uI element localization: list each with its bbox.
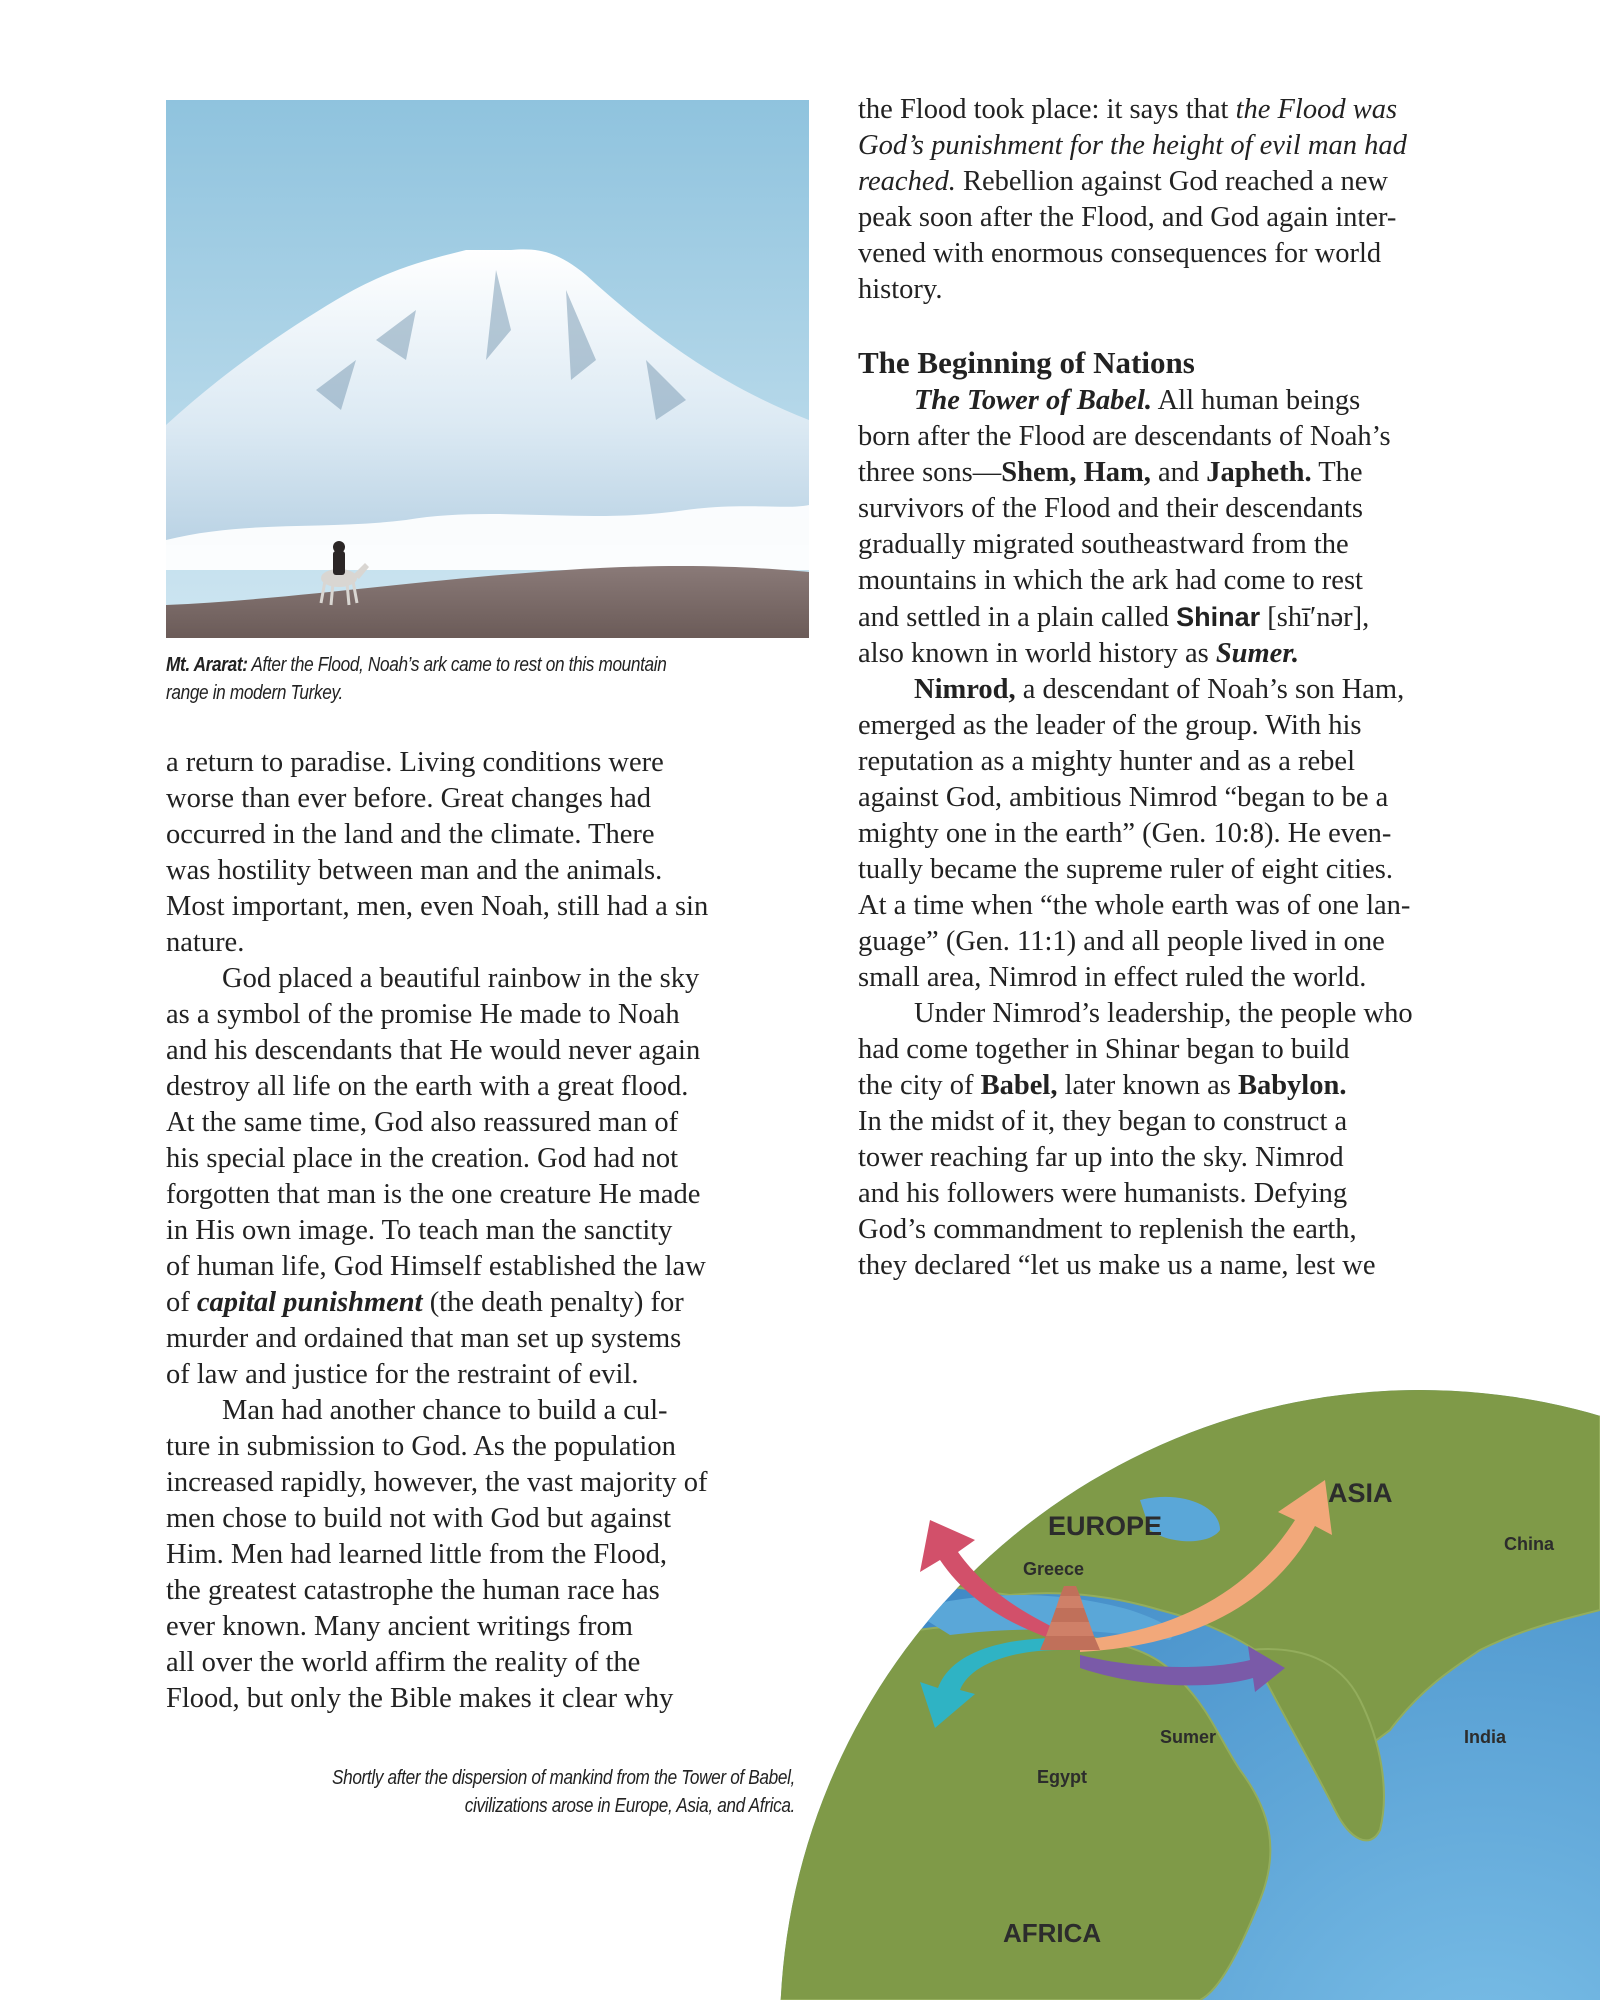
body-text-line: destroy all life on the earth with a great flood.	[166, 1071, 689, 1102]
flood-line1b: the Flood was	[1235, 94, 1398, 125]
right-column-top	[858, 92, 1508, 308]
capital-punishment-term: capital punishment	[196, 1287, 423, 1318]
body-text-line: nature.	[166, 927, 245, 958]
left-column	[166, 745, 806, 1717]
body-text-line: was hostility between man and the animals.	[166, 855, 663, 886]
flood-line1a: the Flood took place: it says that	[858, 94, 1236, 125]
tower-title: The Tower of Babel.	[914, 385, 1153, 416]
nimrod-text-line: At a time when “the whole earth was of one lan-	[858, 890, 1411, 921]
left-paragraph-1	[166, 745, 806, 961]
right-column-body	[858, 383, 1508, 1284]
babel-text-line: they declared “let us make us a name, lest we	[858, 1250, 1376, 1281]
nimrod-text-line: reputation as a mighty hunter and as a rebel	[858, 746, 1355, 777]
body-text-line: in His own image. To teach man the sanctity	[166, 1215, 673, 1246]
capital-punishment-suffix: (the death penalty) for	[422, 1287, 684, 1318]
babel-line2: had come together in Shinar began to build	[858, 1034, 1350, 1065]
map-caption-line1: Shortly after the dispersion of mankind from the Tower of Babel,	[331, 1767, 795, 1789]
body-text-line: Most important, men, even Noah, still had a sin	[166, 891, 709, 922]
body-text-line: Him. Men had learned little from the Flood,	[166, 1539, 668, 1570]
body-text-line: ture in submission to God. As the population	[166, 1431, 676, 1462]
babel-text-line: tower reaching far up into the sky. Nimrod	[858, 1142, 1344, 1173]
body-text-line: Man had another chance to build a cul-	[222, 1395, 668, 1426]
body-text-line: men chose to build not with God but against	[166, 1503, 672, 1534]
babel-line3-mid: later known as	[1057, 1070, 1238, 1101]
body-text-line: worse than ever before. Great changes had	[166, 783, 652, 814]
tower-line3-names: Shem, Ham,	[1001, 457, 1151, 488]
tower-line3-and: and	[1150, 457, 1207, 488]
shinar-term: Shinar	[1176, 602, 1261, 632]
left-paragraph-2	[166, 961, 806, 1393]
nimrod-term: Nimrod,	[914, 674, 1016, 705]
tower-line3-end: The	[1311, 457, 1363, 488]
body-text-line: a return to paradise. Living conditions were	[166, 747, 664, 778]
babel-text-line: and his followers were humanists. Defying	[858, 1178, 1348, 1209]
flood-line2: God’s punishment for the height of evil man had	[858, 130, 1407, 161]
mt-ararat-photo	[166, 100, 809, 638]
babel-term: Babel,	[980, 1070, 1058, 1101]
nimrod-line1: a descendant of Noah’s son Ham,	[1015, 674, 1405, 705]
tower-line2: born after the Flood are descendants of Noah’s	[858, 421, 1391, 452]
photo-caption-line1: After the Flood, Noah’s ark came to rest on this mountain	[251, 654, 667, 676]
label-egypt: Egypt	[1037, 1767, 1088, 1787]
tower-text-line: mountains in which the ark had come to rest	[858, 565, 1363, 596]
tower-line8a: also known in world history as	[858, 638, 1216, 669]
flood-line3a: reached.	[858, 166, 956, 197]
body-text-line: as a symbol of the promise He made to Noah	[166, 999, 680, 1030]
nimrod-text-line: against God, ambitious Nimrod “began to be a	[858, 782, 1389, 813]
nimrod-text-line: emerged as the leader of the group. With his	[858, 710, 1362, 741]
photo-caption-label: Mt. Ararat:	[166, 654, 248, 676]
nimrod-text-line: tually became the supreme ruler of eight cities.	[858, 854, 1393, 885]
label-sumer: Sumer	[1160, 1727, 1217, 1747]
body-text-line: of human life, God Himself established the law	[166, 1251, 706, 1282]
label-india: India	[1464, 1727, 1507, 1747]
babel-line1: Under Nimrod’s leadership, the people who	[914, 998, 1413, 1029]
tower-text-line: gradually migrated southeastward from the	[858, 529, 1349, 560]
map-caption-line2: civilizations arose in Europe, Asia, and Africa.	[464, 1795, 795, 1817]
flood-text-line: peak soon after the Flood, and God again inter-	[858, 202, 1397, 233]
label-greece: Greece	[1023, 1559, 1085, 1579]
tower-line3a: three sons—	[858, 457, 1002, 488]
body-text-line: murder and ordained that man set up systems	[166, 1323, 682, 1354]
babel-line3a: the city of	[858, 1070, 981, 1101]
flood-line3b: Rebellion against God reached a new	[955, 166, 1388, 197]
babylon-term: Babylon.	[1237, 1070, 1347, 1101]
body-text-line: forgotten that man is the one creature He made	[166, 1179, 701, 1210]
body-text-line: increased rapidly, however, the vast majority of	[166, 1467, 708, 1498]
sumer-term: Sumer.	[1215, 638, 1299, 669]
map-caption	[193, 1764, 795, 1820]
nimrod-text-line: guage” (Gen. 11:1) and all people lived in one	[858, 926, 1385, 957]
body-text-line: At the same time, God also reassured man of	[166, 1107, 679, 1138]
body-text-line: his special place in the creation. God had not	[166, 1143, 679, 1174]
body-text-line: of law and justice for the restraint of evil.	[166, 1359, 639, 1390]
dispersion-map	[780, 1290, 1600, 2000]
tower-line1: All human beings	[1152, 385, 1361, 416]
label-africa: AFRICA	[1003, 1918, 1102, 1948]
babel-text-line: God’s commandment to replenish the earth,	[858, 1214, 1357, 1245]
label-asia: ASIA	[1328, 1478, 1393, 1508]
babel-text-line: In the midst of it, they began to construct a	[858, 1106, 1348, 1137]
body-text-line: God placed a beautiful rainbow in the sky	[222, 963, 700, 994]
body-text-line: occurred in the land and the climate. There	[166, 819, 655, 850]
shinar-pronunciation: [shī′nər],	[1260, 602, 1370, 633]
body-text-line: Flood, but only the Bible makes it clear why	[166, 1683, 674, 1714]
flood-text-line: history.	[858, 274, 943, 305]
nimrod-text-line: small area, Nimrod in effect ruled the world.	[858, 962, 1367, 993]
nimrod-text-line: mighty one in the earth” (Gen. 10:8). He even-	[858, 818, 1392, 849]
photo-caption	[166, 651, 666, 707]
tower-line3-japheth: Japheth.	[1206, 457, 1312, 488]
body-text-line: ever known. Many ancient writings from	[166, 1611, 633, 1642]
label-china: China	[1504, 1534, 1555, 1554]
photo-caption-line2: range in modern Turkey.	[166, 682, 343, 704]
body-text-line: and his descendants that He would never again	[166, 1035, 701, 1066]
left-paragraph-3	[166, 1393, 806, 1717]
tower-line7a: and settled in a plain called	[858, 602, 1177, 633]
tower-text-line: survivors of the Flood and their descendants	[858, 493, 1363, 524]
section-heading: The Beginning of Nations	[858, 345, 1195, 380]
capital-punishment-prefix: of	[166, 1287, 197, 1318]
body-text-line: all over the world affirm the reality of the	[166, 1647, 641, 1678]
label-europe: EUROPE	[1048, 1511, 1163, 1541]
flood-text-line: vened with enormous consequences for world	[858, 238, 1382, 269]
body-text-line: the greatest catastrophe the human race has	[166, 1575, 660, 1606]
